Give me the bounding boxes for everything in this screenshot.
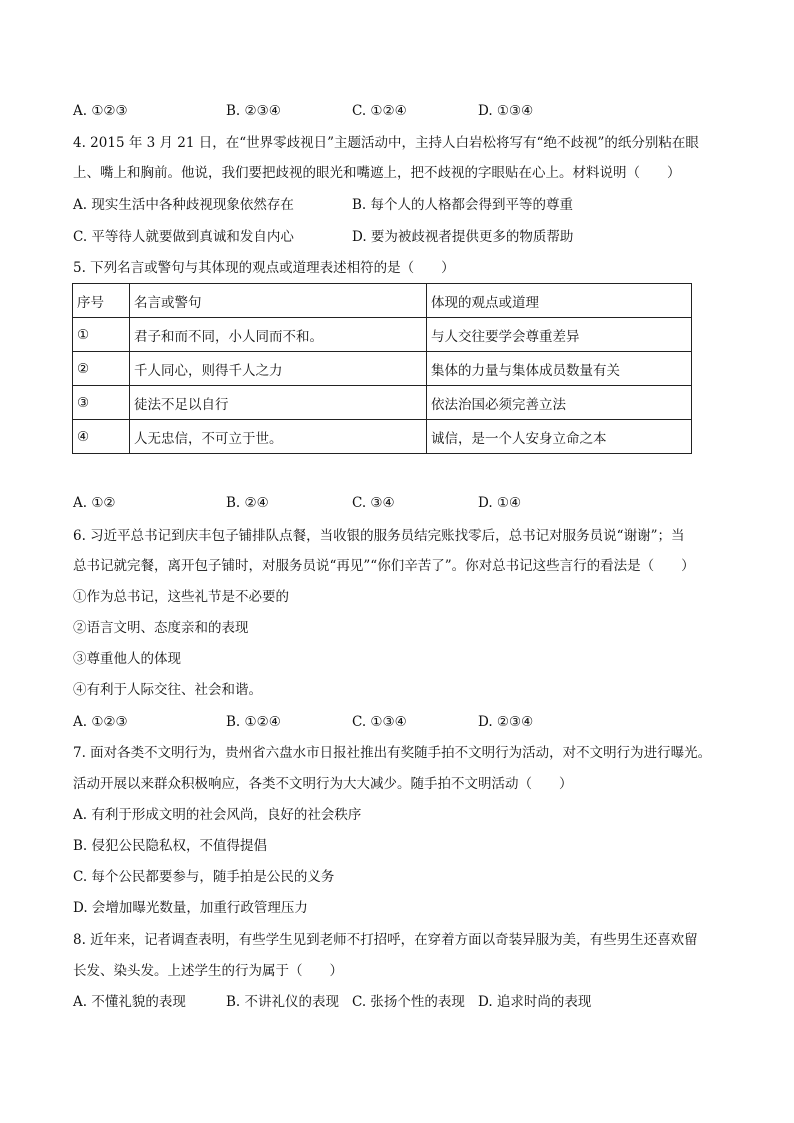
q7-option-a: A. 有利于形成文明的社会风尚，良好的社会秩序 bbox=[73, 807, 362, 823]
q3-option-b: B. ②③④ bbox=[226, 103, 281, 119]
table-row bbox=[73, 318, 692, 352]
table-cell: ① bbox=[73, 318, 130, 352]
q4-option-d: D. 要为被歧视者提供更多的物质帮助 bbox=[352, 229, 574, 245]
q6-item-3: ③尊重他人的体现 bbox=[73, 651, 181, 667]
q5-table bbox=[72, 283, 692, 454]
table-cell: 千人同心，则得千人之力 bbox=[130, 352, 427, 386]
table-header-row bbox=[73, 284, 692, 318]
q4-option-b: B. 每个人的人格都会得到平等的尊重 bbox=[352, 197, 574, 213]
q7-stem-line2: 活动开展以来群众积极响应，各类不文明行为大大减少。随手拍不文明活动（ ） bbox=[73, 776, 573, 792]
q6-item-2: ②语言文明、态度亲和的表现 bbox=[73, 620, 249, 636]
table-row bbox=[73, 386, 692, 420]
table-cell: 人无忠信，不可立于世。 bbox=[130, 420, 427, 454]
q7-option-b: B. 侵犯公民隐私权，不值得提倡 bbox=[73, 838, 268, 854]
q5-option-c: C. ③④ bbox=[352, 495, 395, 511]
q6-option-a: A. ①②③ bbox=[73, 714, 128, 730]
q6-stem-line2: 总书记就完餐，离开包子铺时，对服务员说“再见”“你们辛苦了”。你对总书记这些言行的看法是（ ） bbox=[73, 558, 695, 574]
q3-option-d: D. ①③④ bbox=[478, 103, 534, 119]
table-cell: 徒法不足以自行 bbox=[130, 386, 427, 420]
q7-option-d: D. 会增加曝光数量，加重行政管理压力 bbox=[73, 900, 308, 916]
q6-item-4: ④有利于人际交往、社会和谐。 bbox=[73, 682, 262, 698]
q8-stem-line1: 8. 近年来，记者调查表明，有些学生见到老师不打招呼，在穿着方面以奇装异服为美，有些男生还喜欢留 bbox=[73, 932, 698, 948]
table-row bbox=[73, 420, 692, 454]
table-cell: 君子和而不同，小人同而不和。 bbox=[130, 318, 427, 352]
table-header-cell: 序号 bbox=[73, 284, 130, 318]
q4-option-a: A. 现实生活中各种歧视现象依然存在 bbox=[73, 197, 294, 213]
table-cell: ③ bbox=[73, 386, 130, 420]
q8-option-c: C. 张扬个性的表现 bbox=[352, 994, 465, 1010]
q8-option-d: D. 追求时尚的表现 bbox=[478, 994, 592, 1010]
table-cell: 集体的力量与集体成员数量有关 bbox=[427, 352, 692, 386]
q4-stem-line1: 4. 2015 年 3 月 21 日，在“世界零歧视日”主题活动中，主持人白岩松将写有“绝不歧视”的纸分别粘在眼 bbox=[73, 135, 699, 151]
table-row bbox=[73, 352, 692, 386]
q6-option-b: B. ①②④ bbox=[226, 714, 281, 730]
q4-stem-line2: 上、嘴上和胸前。他说，我们要把歧视的眼光和嘴遮上，把不歧视的字眼贴在心上。材料说明（ ） bbox=[73, 165, 681, 181]
q3-option-c: C. ①②④ bbox=[352, 103, 407, 119]
q5-stem: 5. 下列名言或警句与其体现的观点或道理表述相符的是（ ） bbox=[73, 260, 455, 276]
q7-option-c: C. 每个公民都要参与，随手拍是公民的义务 bbox=[73, 869, 335, 885]
q5-option-b: B. ②④ bbox=[226, 495, 269, 511]
q6-stem-line1: 6. 习近平总书记到庆丰包子铺排队点餐，当收银的服务员结完账找零后，总书记对服务员说“谢谢”；当 bbox=[73, 528, 685, 544]
q8-stem-line2: 长发、染头发。上述学生的行为属于（ ） bbox=[73, 963, 343, 979]
q6-item-1: ①作为总书记，这些礼节是不必要的 bbox=[73, 589, 289, 605]
q4-option-c: C. 平等待人就要做到真诚和发自内心 bbox=[73, 229, 294, 245]
q8-option-a: A. 不懂礼貌的表现 bbox=[73, 994, 186, 1010]
q6-option-c: C. ①③④ bbox=[352, 714, 407, 730]
q7-stem-line1: 7. 面对各类不文明行为，贵州省六盘水市日报社推出有奖随手拍不文明行为活动，对不文明行为进行曝光。 bbox=[73, 745, 712, 761]
q5-option-d: D. ①④ bbox=[478, 495, 522, 511]
q6-option-d: D. ②③④ bbox=[478, 714, 534, 730]
q3-option-a: A. ①②③ bbox=[73, 103, 128, 119]
table-cell: ② bbox=[73, 352, 130, 386]
table-cell: 与人交往要学会尊重差异 bbox=[427, 318, 692, 352]
table-header-cell: 体现的观点或道理 bbox=[427, 284, 692, 318]
table-cell: 依法治国必须完善立法 bbox=[427, 386, 692, 420]
q5-option-a: A. ①② bbox=[73, 495, 116, 511]
table-cell: 诚信，是一个人安身立命之本 bbox=[427, 420, 692, 454]
q8-option-b: B. 不讲礼仪的表现 bbox=[226, 994, 340, 1010]
table-cell: ④ bbox=[73, 420, 130, 454]
table-header-cell: 名言或警句 bbox=[130, 284, 427, 318]
